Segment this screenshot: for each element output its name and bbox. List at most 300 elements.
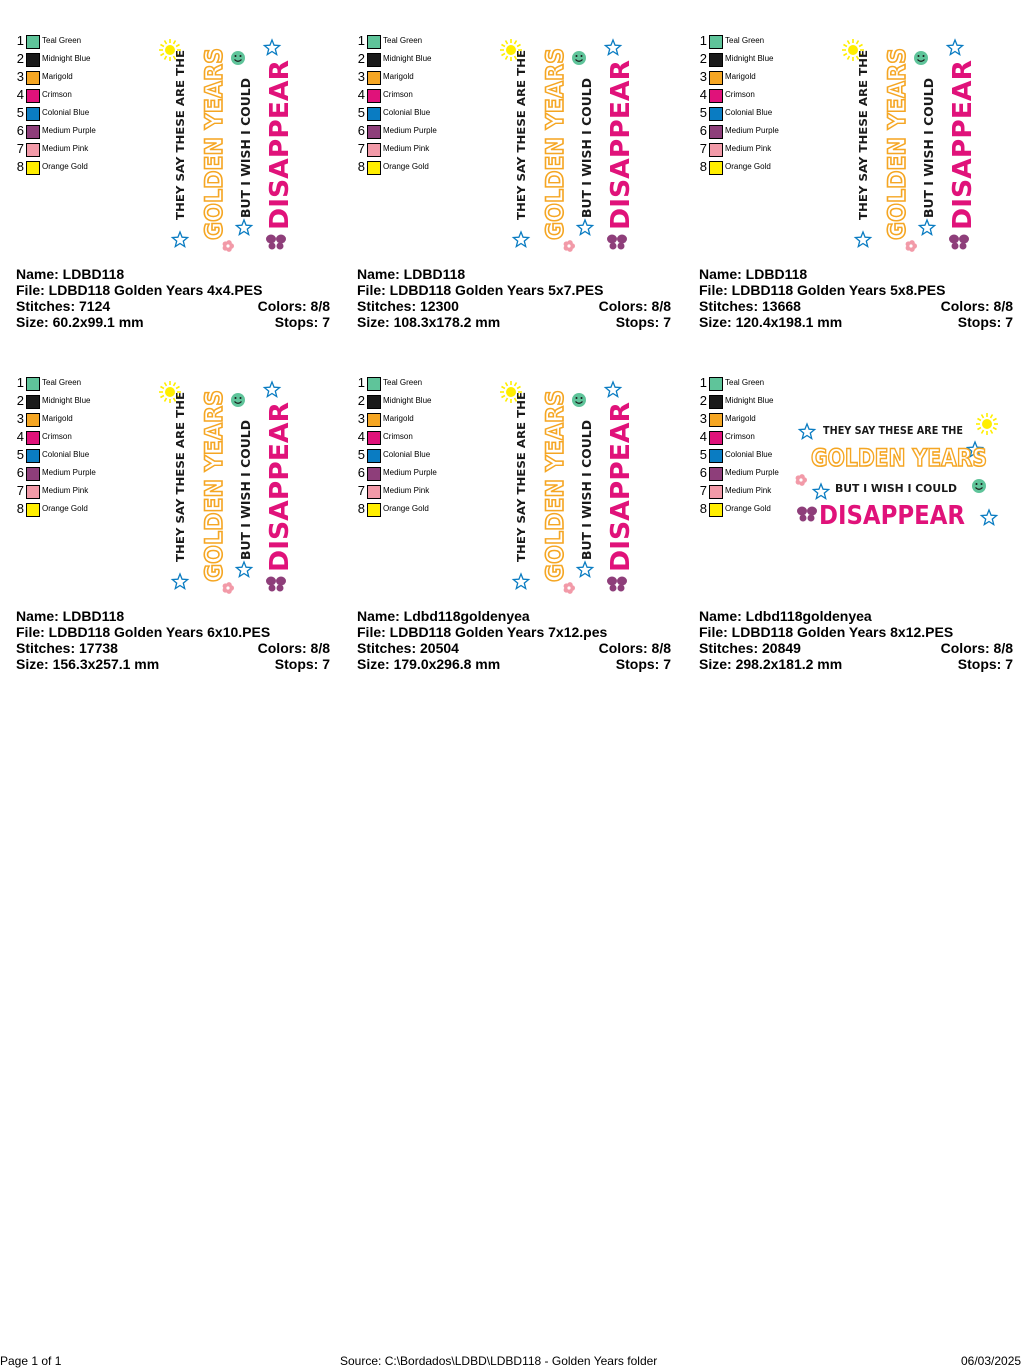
design-name: Name: LDBD118 <box>699 266 808 282</box>
star-icon <box>264 40 279 55</box>
color-name: Crimson <box>42 90 72 99</box>
color-name: Midnight Blue <box>383 54 432 63</box>
color-swatch <box>26 35 40 49</box>
legend-number: 6 <box>699 465 707 480</box>
color-swatch <box>709 53 723 67</box>
design-text-line-2: GOLDEN YEARS <box>541 373 569 582</box>
color-name: Colonial Blue <box>383 450 431 459</box>
color-swatch <box>367 413 381 427</box>
sun-ray <box>501 387 504 389</box>
legend-row <box>355 70 475 88</box>
butterfly-icon <box>266 235 286 250</box>
smiley-icon <box>572 393 586 407</box>
size-row <box>699 656 1013 672</box>
legend-row <box>355 88 475 106</box>
smiley-icon <box>972 479 986 493</box>
legend-number: 5 <box>16 447 24 462</box>
design-text-line-3: BUT I WISH I COULD <box>580 82 594 218</box>
color-name: Colonial Blue <box>383 108 431 117</box>
stitch-count: Stitches: 20849 <box>699 640 801 656</box>
legend-number: 4 <box>699 87 707 102</box>
sun-ray <box>506 382 508 385</box>
sun-ray <box>993 428 996 430</box>
legend-number: 2 <box>357 51 365 66</box>
legend-number: 3 <box>699 411 707 426</box>
sun-ray <box>506 56 508 59</box>
legend-number: 1 <box>699 33 707 48</box>
design-file: File: LDBD118 Golden Years 6x10.PES <box>16 624 271 640</box>
color-name: Colonial Blue <box>725 108 773 117</box>
legend-row <box>355 160 475 178</box>
legend-row <box>355 412 475 430</box>
sun-ray <box>160 45 163 47</box>
color-swatch <box>367 143 381 157</box>
color-swatch <box>367 35 381 49</box>
legend-row <box>355 448 475 466</box>
design-text-line-4: DISAPPEAR <box>606 63 636 230</box>
legend-row <box>697 52 817 70</box>
sun-icon <box>165 387 175 397</box>
legend-row <box>355 502 475 520</box>
color-swatch <box>26 503 40 517</box>
star-icon <box>855 232 870 247</box>
size-row <box>16 656 330 672</box>
design-card <box>8 350 338 670</box>
legend-number: 8 <box>699 159 707 174</box>
sun-ray <box>982 414 984 417</box>
color-name: Marigold <box>383 414 414 423</box>
design-text-line-3: BUT I WISH I COULD <box>239 82 253 218</box>
design-file: File: LDBD118 Golden Years 7x12.pes <box>357 624 608 640</box>
star-icon <box>513 232 528 247</box>
color-swatch <box>709 107 723 121</box>
design-card <box>8 8 338 328</box>
color-name: Orange Gold <box>725 504 771 513</box>
legend-row <box>355 466 475 484</box>
sun-ray <box>506 398 508 401</box>
design-card <box>691 8 1021 328</box>
color-name: Medium Purple <box>725 126 779 135</box>
color-name: Medium Purple <box>383 468 437 477</box>
stop-count: Stops: 7 <box>615 314 671 330</box>
sun-ray <box>176 387 179 389</box>
print-date: 06/03/2025 <box>961 1354 1022 1368</box>
star-icon <box>981 510 996 525</box>
legend-row <box>14 430 134 448</box>
design-size: Size: 108.3x178.2 mm <box>357 314 501 330</box>
color-name: Marigold <box>383 72 414 81</box>
color-name: Crimson <box>383 432 413 441</box>
legend-number: 6 <box>357 465 365 480</box>
stitch-row <box>699 298 1013 314</box>
sun-ray <box>515 40 517 43</box>
legend-number: 7 <box>16 141 24 156</box>
stop-count: Stops: 7 <box>274 314 330 330</box>
flower-icon <box>564 582 575 594</box>
color-swatch <box>367 107 381 121</box>
design-text-line-3: BUT I WISH I COULD <box>835 482 957 495</box>
design-name: Name: Ldbd118goldenyea <box>699 608 872 624</box>
design-preview <box>158 31 298 258</box>
flower-icon <box>906 240 917 252</box>
sun-ray <box>160 396 163 398</box>
design-file: File: LDBD118 Golden Years 8x12.PES <box>699 624 954 640</box>
star-icon <box>813 484 828 499</box>
color-swatch <box>26 413 40 427</box>
smiley-icon <box>231 51 245 65</box>
sun-ray <box>160 387 163 389</box>
design-text-line-1: THEY SAY THESE ARE THE <box>175 68 187 220</box>
legend-number: 3 <box>16 411 24 426</box>
design-size: Size: 156.3x257.1 mm <box>16 656 160 672</box>
legend-number: 8 <box>699 501 707 516</box>
color-swatch <box>709 503 723 517</box>
color-name: Medium Pink <box>42 486 89 495</box>
sun-ray <box>991 414 993 417</box>
color-swatch <box>709 35 723 49</box>
legend-number: 6 <box>357 123 365 138</box>
sun-ray <box>515 382 517 385</box>
legend-number: 5 <box>699 105 707 120</box>
legend-row <box>355 484 475 502</box>
color-swatch <box>709 125 723 139</box>
sun-ray <box>501 45 504 47</box>
legend-number: 8 <box>357 159 365 174</box>
color-name: Medium Pink <box>383 486 430 495</box>
sun-ray <box>506 40 508 43</box>
color-name: Crimson <box>725 432 755 441</box>
design-name: Name: LDBD118 <box>357 266 466 282</box>
size-row <box>357 314 671 330</box>
color-name: Marigold <box>42 414 73 423</box>
sun-icon <box>506 45 516 55</box>
color-swatch <box>367 485 381 499</box>
color-name: Medium Pink <box>725 144 772 153</box>
star-icon <box>236 220 251 235</box>
legend-number: 8 <box>16 501 24 516</box>
sun-icon <box>506 387 516 397</box>
legend-number: 7 <box>16 483 24 498</box>
stitch-count: Stitches: 7124 <box>16 298 111 314</box>
sun-ray <box>993 419 996 421</box>
legend-row <box>355 376 475 394</box>
legend-number: 2 <box>16 51 24 66</box>
star-icon <box>172 574 187 589</box>
sun-icon <box>848 45 858 55</box>
legend-number: 1 <box>16 33 24 48</box>
design-text-line-2: GOLDEN YEARS <box>883 31 911 240</box>
color-name: Teal Green <box>42 36 82 45</box>
color-swatch <box>26 395 40 409</box>
design-preview <box>499 373 639 600</box>
legend-row <box>14 106 134 124</box>
legend-number: 6 <box>16 123 24 138</box>
sun-ray <box>859 45 862 47</box>
color-count: Colors: 8/8 <box>257 298 330 314</box>
design-card <box>349 8 679 328</box>
butterfly-icon <box>607 577 627 592</box>
butterfly-icon <box>797 507 817 522</box>
legend-number: 6 <box>699 123 707 138</box>
design-text-line-4: DISAPPEAR <box>606 405 636 572</box>
color-swatch <box>367 53 381 67</box>
legend-number: 5 <box>357 105 365 120</box>
sun-ray <box>848 56 850 59</box>
legend-number: 7 <box>699 141 707 156</box>
design-preview <box>791 410 1001 540</box>
butterfly-icon <box>949 235 969 250</box>
flower-icon <box>796 474 807 486</box>
color-swatch <box>709 377 723 391</box>
legend-number: 8 <box>16 159 24 174</box>
stop-count: Stops: 7 <box>274 656 330 672</box>
legend-row <box>697 88 817 106</box>
legend-row <box>14 484 134 502</box>
color-name: Orange Gold <box>383 504 429 513</box>
legend-number: 3 <box>357 411 365 426</box>
color-name: Orange Gold <box>725 162 771 171</box>
color-swatch <box>709 467 723 481</box>
legend-number: 8 <box>357 501 365 516</box>
design-card <box>349 350 679 670</box>
color-name: Midnight Blue <box>725 54 774 63</box>
sun-ray <box>165 398 167 401</box>
stitch-count: Stitches: 13668 <box>699 298 801 314</box>
sun-ray <box>991 430 993 433</box>
color-name: Midnight Blue <box>42 396 91 405</box>
legend-number: 2 <box>357 393 365 408</box>
color-name: Medium Pink <box>383 144 430 153</box>
design-text-line-3: BUT I WISH I COULD <box>580 424 594 560</box>
stitch-row <box>16 640 330 656</box>
design-size: Size: 60.2x99.1 mm <box>16 314 144 330</box>
color-swatch <box>709 71 723 85</box>
sun-ray <box>857 40 859 43</box>
color-name: Medium Purple <box>383 126 437 135</box>
color-swatch <box>367 161 381 175</box>
sun-ray <box>501 54 504 56</box>
color-name: Medium Purple <box>42 468 96 477</box>
design-name: Name: LDBD118 <box>16 608 125 624</box>
color-name: Crimson <box>725 90 755 99</box>
legend-row <box>697 376 817 394</box>
design-text-line-2: GOLDEN YEARS <box>541 31 569 240</box>
color-swatch <box>709 161 723 175</box>
design-text-line-3: BUT I WISH I COULD <box>922 82 936 218</box>
legend-row <box>697 124 817 142</box>
legend-number: 4 <box>357 87 365 102</box>
legend-row <box>14 160 134 178</box>
color-swatch <box>367 71 381 85</box>
legend-row <box>697 106 817 124</box>
color-name: Teal Green <box>725 36 765 45</box>
design-info <box>699 266 1013 330</box>
color-swatch <box>26 467 40 481</box>
sun-icon <box>165 45 175 55</box>
legend-row <box>697 142 817 160</box>
design-text-line-1: THEY SAY THESE ARE THE <box>175 410 187 562</box>
design-text-line-4: DISAPPEAR <box>265 63 295 230</box>
color-swatch <box>709 485 723 499</box>
legend-number: 3 <box>16 69 24 84</box>
color-name: Medium Purple <box>42 126 96 135</box>
sun-ray <box>977 419 980 421</box>
design-text-line-4: DISAPPEAR <box>948 63 978 230</box>
legend-number: 4 <box>357 429 365 444</box>
color-name: Orange Gold <box>383 162 429 171</box>
color-swatch <box>26 485 40 499</box>
legend-row <box>355 430 475 448</box>
legend-number: 2 <box>16 393 24 408</box>
color-swatch <box>367 125 381 139</box>
color-name: Crimson <box>42 432 72 441</box>
color-name: Medium Purple <box>725 468 779 477</box>
design-file: File: LDBD118 Golden Years 5x7.PES <box>357 282 604 298</box>
star-icon <box>605 40 620 55</box>
color-name: Midnight Blue <box>725 396 774 405</box>
design-text-line-4: DISAPPEAR <box>265 405 295 572</box>
color-name: Teal Green <box>383 36 423 45</box>
smiley-icon <box>572 51 586 65</box>
design-text-line-1: THEY SAY THESE ARE THE <box>858 68 870 220</box>
color-swatch <box>26 107 40 121</box>
color-name: Medium Pink <box>725 486 772 495</box>
color-swatch <box>709 431 723 445</box>
legend-number: 3 <box>357 69 365 84</box>
color-name: Marigold <box>725 414 756 423</box>
legend-number: 2 <box>699 51 707 66</box>
color-name: Orange Gold <box>42 504 88 513</box>
color-swatch <box>26 161 40 175</box>
color-name: Colonial Blue <box>42 108 90 117</box>
legend-row <box>14 394 134 412</box>
design-text-line-1: THEY SAY THESE ARE THE <box>516 68 528 220</box>
legend-row <box>14 502 134 520</box>
design-card <box>691 350 1021 670</box>
star-icon <box>947 40 962 55</box>
color-count: Colors: 8/8 <box>940 298 1013 314</box>
size-row <box>16 314 330 330</box>
design-text-line-2: GOLDEN YEARS <box>200 31 228 240</box>
design-info <box>357 266 671 330</box>
color-swatch <box>367 395 381 409</box>
color-swatch <box>367 377 381 391</box>
color-name: Orange Gold <box>42 162 88 171</box>
sun-ray <box>174 382 176 385</box>
legend-row <box>697 70 817 88</box>
sun-icon <box>982 419 992 429</box>
legend-row <box>14 466 134 484</box>
design-text-line-2: GOLDEN YEARS <box>200 373 228 582</box>
color-swatch <box>709 395 723 409</box>
sun-ray <box>165 56 167 59</box>
legend-number: 2 <box>699 393 707 408</box>
design-text-line-4: DISAPPEAR <box>819 501 965 531</box>
color-swatch <box>709 143 723 157</box>
legend-row <box>697 34 817 52</box>
color-swatch <box>26 125 40 139</box>
legend-row <box>14 142 134 160</box>
color-swatch <box>367 503 381 517</box>
color-name: Colonial Blue <box>42 450 90 459</box>
design-preview <box>158 373 298 600</box>
design-size: Size: 179.0x296.8 mm <box>357 656 501 672</box>
color-count: Colors: 8/8 <box>940 640 1013 656</box>
star-icon <box>513 574 528 589</box>
stitch-count: Stitches: 17738 <box>16 640 118 656</box>
star-icon <box>919 220 934 235</box>
legend-number: 5 <box>357 447 365 462</box>
page-number: Page 1 of 1 <box>0 1354 62 1368</box>
smiley-icon <box>231 393 245 407</box>
color-count: Colors: 8/8 <box>598 640 671 656</box>
design-preview <box>499 31 639 258</box>
stitch-count: Stitches: 20504 <box>357 640 459 656</box>
stop-count: Stops: 7 <box>957 656 1013 672</box>
color-swatch <box>26 143 40 157</box>
legend-row <box>14 52 134 70</box>
legend-number: 7 <box>699 483 707 498</box>
legend-number: 1 <box>357 33 365 48</box>
legend-number: 6 <box>16 465 24 480</box>
color-name: Colonial Blue <box>725 450 773 459</box>
design-preview <box>841 31 981 258</box>
sun-ray <box>160 54 163 56</box>
star-icon <box>577 562 592 577</box>
legend-row <box>14 412 134 430</box>
design-name: Name: Ldbd118goldenyea <box>357 608 530 624</box>
stitch-row <box>357 298 671 314</box>
legend-number: 1 <box>699 375 707 390</box>
color-name: Midnight Blue <box>42 54 91 63</box>
stop-count: Stops: 7 <box>615 656 671 672</box>
sun-ray <box>176 45 179 47</box>
star-icon <box>577 220 592 235</box>
legend-row <box>355 394 475 412</box>
design-file: File: LDBD118 Golden Years 5x8.PES <box>699 282 946 298</box>
color-swatch <box>26 71 40 85</box>
sun-ray <box>501 396 504 398</box>
sun-ray <box>843 54 846 56</box>
design-size: Size: 298.2x181.2 mm <box>699 656 843 672</box>
legend-number: 1 <box>357 375 365 390</box>
legend-row <box>355 124 475 142</box>
color-swatch <box>26 377 40 391</box>
sun-ray <box>843 45 846 47</box>
color-swatch <box>367 467 381 481</box>
color-name: Crimson <box>383 90 413 99</box>
size-row <box>699 314 1013 330</box>
color-swatch <box>709 449 723 463</box>
color-count: Colors: 8/8 <box>598 298 671 314</box>
legend-row <box>14 34 134 52</box>
star-icon <box>605 382 620 397</box>
sun-ray <box>977 428 980 430</box>
design-text-line-2: GOLDEN YEARS <box>811 444 987 472</box>
design-file: File: LDBD118 Golden Years 4x4.PES <box>16 282 263 298</box>
design-info <box>357 608 671 672</box>
sun-ray <box>982 430 984 433</box>
color-swatch <box>367 431 381 445</box>
legend-number: 5 <box>699 447 707 462</box>
legend-number: 4 <box>16 429 24 444</box>
color-swatch <box>26 449 40 463</box>
color-swatch <box>709 89 723 103</box>
legend-number: 7 <box>357 141 365 156</box>
sun-ray <box>174 40 176 43</box>
sun-ray <box>517 387 520 389</box>
legend-number: 5 <box>16 105 24 120</box>
